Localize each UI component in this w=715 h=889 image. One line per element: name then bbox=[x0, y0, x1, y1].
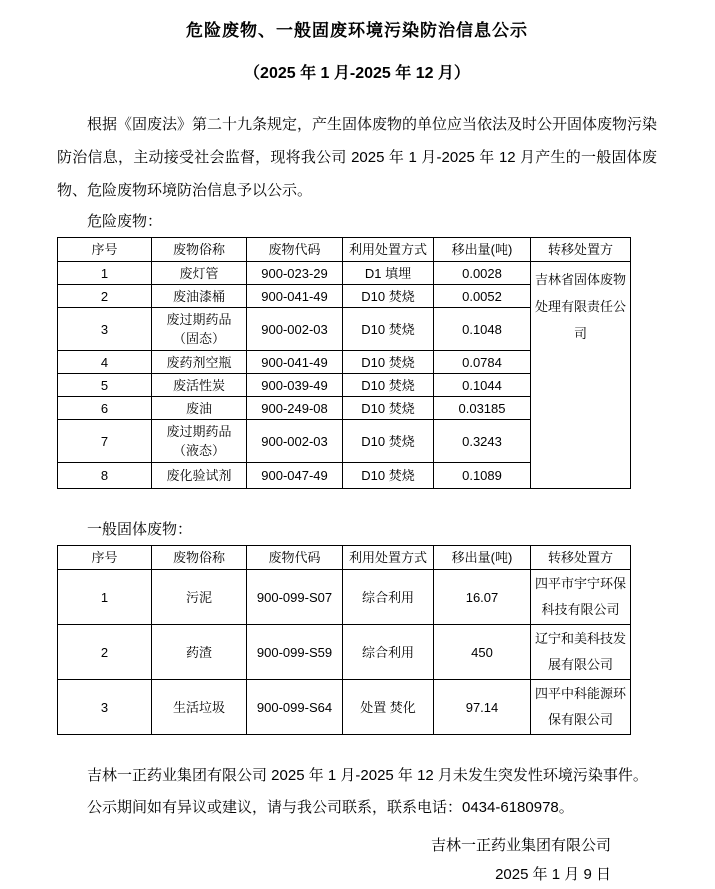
cell-seq: 1 bbox=[58, 570, 152, 625]
cell-disposal-method: D10 焚烧 bbox=[343, 308, 434, 351]
cell-waste-name: 污泥 bbox=[152, 570, 247, 625]
header-seq: 序号 bbox=[58, 546, 152, 570]
cell-seq: 8 bbox=[58, 463, 152, 489]
cell-waste-code: 900-099-S64 bbox=[247, 680, 343, 735]
signature-company: 吉林一正药业集团有限公司 bbox=[430, 837, 611, 854]
cell-waste-code: 900-002-03 bbox=[247, 420, 343, 463]
cell-waste-name: 废过期药品（固态） bbox=[152, 308, 247, 351]
cell-amount: 0.1089 bbox=[434, 463, 531, 489]
header-transfer-company: 转移处置方 bbox=[531, 546, 631, 570]
cell-waste-name: 废油漆桶 bbox=[152, 285, 247, 308]
signature-date: 2025 年 1 月 9 日 bbox=[495, 866, 611, 883]
general-waste-table bbox=[57, 545, 631, 735]
cell-amount: 0.0052 bbox=[434, 285, 531, 308]
cell-waste-name: 废活性炭 bbox=[152, 374, 247, 397]
document-title: 危险废物、一般固废环境污染防治信息公示 bbox=[186, 21, 528, 40]
cell-transfer-company: 四平市宇宁环保科技有限公司 bbox=[531, 570, 631, 625]
cell-disposal-method: 综合利用 bbox=[343, 570, 434, 625]
header-disposal-method: 利用处置方式 bbox=[343, 546, 434, 570]
cell-amount: 16.07 bbox=[434, 570, 531, 625]
header-waste-name: 废物俗称 bbox=[152, 546, 247, 570]
cell-waste-name: 生活垃圾 bbox=[152, 680, 247, 735]
incident-statement: 吉林一正药业集团有限公司 2025 年 1 月-2025 年 12 月未发生突发性环境污染事件。 bbox=[87, 767, 648, 784]
intro-paragraph: 根据《固废法》第二十九条规定，产生固体废物的单位应当依法及时公开固体废物污染防治信息，主动接受社会监督，现将我公司 2025 年 1 月-2025 年 12 月产生的一般固体废物、危险废物环境防治信息予以公示。 bbox=[57, 116, 658, 199]
hazardous-waste-table bbox=[57, 237, 631, 489]
table-row bbox=[58, 625, 631, 680]
cell-disposal-method: D10 焚烧 bbox=[343, 351, 434, 374]
cell-amount: 0.0784 bbox=[434, 351, 531, 374]
table-row bbox=[58, 570, 631, 625]
cell-amount: 450 bbox=[434, 625, 531, 680]
cell-amount: 0.0028 bbox=[434, 262, 531, 285]
cell-disposal-method: D10 焚烧 bbox=[343, 420, 434, 463]
cell-transfer-company: 辽宁和美科技发展有限公司 bbox=[531, 625, 631, 680]
cell-waste-code: 900-023-29 bbox=[247, 262, 343, 285]
cell-waste-name: 废药剂空瓶 bbox=[152, 351, 247, 374]
cell-disposal-method: D10 焚烧 bbox=[343, 374, 434, 397]
cell-disposal-method: 综合利用 bbox=[343, 625, 434, 680]
cell-waste-code: 900-099-S07 bbox=[247, 570, 343, 625]
cell-seq: 6 bbox=[58, 397, 152, 420]
cell-amount: 97.14 bbox=[434, 680, 531, 735]
cell-amount: 0.1048 bbox=[434, 308, 531, 351]
header-disposal-method: 利用处置方式 bbox=[343, 238, 434, 262]
cell-disposal-method: 处置 焚化 bbox=[343, 680, 434, 735]
cell-waste-code: 900-041-49 bbox=[247, 285, 343, 308]
table-row bbox=[58, 262, 631, 285]
header-seq: 序号 bbox=[58, 238, 152, 262]
contact-statement: 公示期间如有异议或建议，请与我公司联系，联系电话：0434-6180978。 bbox=[87, 799, 574, 816]
cell-disposal-method: D10 焚烧 bbox=[343, 285, 434, 308]
cell-waste-code: 900-002-03 bbox=[247, 308, 343, 351]
cell-waste-code: 900-099-S59 bbox=[247, 625, 343, 680]
header-waste-code: 废物代码 bbox=[247, 238, 343, 262]
cell-seq: 2 bbox=[58, 625, 152, 680]
cell-waste-code: 900-047-49 bbox=[247, 463, 343, 489]
document-subtitle: （2025 年 1 月-2025 年 12 月） bbox=[244, 65, 470, 82]
cell-seq: 2 bbox=[58, 285, 152, 308]
cell-disposal-method: D10 焚烧 bbox=[343, 463, 434, 489]
table-row bbox=[58, 680, 631, 735]
cell-seq: 5 bbox=[58, 374, 152, 397]
cell-transfer-company: 四平中科能源环保有限公司 bbox=[531, 680, 631, 735]
general-waste-label: 一般固体废物： bbox=[87, 521, 193, 538]
cell-amount: 0.3243 bbox=[434, 420, 531, 463]
cell-waste-code: 900-041-49 bbox=[247, 351, 343, 374]
cell-seq: 3 bbox=[58, 680, 152, 735]
header-amount: 移出量(吨) bbox=[434, 238, 531, 262]
cell-disposal-method: D1 填埋 bbox=[343, 262, 434, 285]
cell-waste-name: 药渣 bbox=[152, 625, 247, 680]
header-amount: 移出量(吨) bbox=[434, 546, 531, 570]
cell-seq: 1 bbox=[58, 262, 152, 285]
cell-disposal-method: D10 焚烧 bbox=[343, 397, 434, 420]
hazardous-table-header-row bbox=[58, 238, 631, 262]
header-transfer-company: 转移处置方 bbox=[531, 238, 631, 262]
general-table-header-row bbox=[58, 546, 631, 570]
cell-transfer-company: 吉林省固体废物处理有限责任公司 bbox=[531, 262, 631, 489]
header-waste-name: 废物俗称 bbox=[152, 238, 247, 262]
cell-seq: 3 bbox=[58, 308, 152, 351]
cell-seq: 4 bbox=[58, 351, 152, 374]
cell-waste-code: 900-249-08 bbox=[247, 397, 343, 420]
cell-waste-name: 废过期药品（液态） bbox=[152, 420, 247, 463]
hazardous-waste-label: 危险废物： bbox=[87, 213, 163, 230]
cell-waste-name: 废油 bbox=[152, 397, 247, 420]
cell-amount: 0.1044 bbox=[434, 374, 531, 397]
cell-amount: 0.03185 bbox=[434, 397, 531, 420]
header-waste-code: 废物代码 bbox=[247, 546, 343, 570]
cell-waste-name: 废化验试剂 bbox=[152, 463, 247, 489]
cell-waste-name: 废灯管 bbox=[152, 262, 247, 285]
cell-waste-code: 900-039-49 bbox=[247, 374, 343, 397]
cell-seq: 7 bbox=[58, 420, 152, 463]
